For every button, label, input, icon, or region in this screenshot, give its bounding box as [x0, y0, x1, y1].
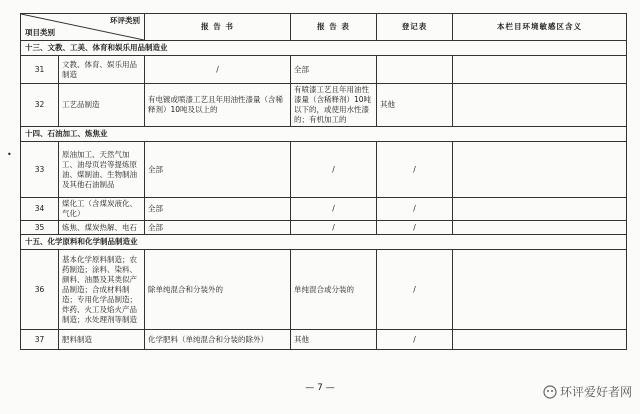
row-sensitive-area [453, 142, 627, 198]
row-number: 35 [21, 221, 59, 235]
table-row [21, 142, 627, 198]
row-report-form: 全部 [291, 56, 377, 84]
row-report-form: / [291, 142, 377, 198]
section-row [21, 127, 627, 142]
row-sensitive-area [453, 84, 627, 127]
row-sensitive-area [453, 56, 627, 84]
row-report-form: / [291, 221, 377, 235]
header-registration: 登记表 [377, 14, 453, 41]
row-number: 33 [21, 142, 59, 198]
row-category: 煤化工（含煤炭液化、气化） [59, 198, 145, 221]
row-number: 34 [21, 198, 59, 221]
row-number: 37 [21, 330, 59, 350]
row-report-book: 除单纯混合和分装外的 [145, 250, 291, 330]
section-title: 十四、石油加工、炼焦业 [21, 127, 627, 142]
row-sensitive-area [453, 221, 627, 235]
row-registration [377, 56, 453, 84]
row-report-book: 化学肥料（单纯混合和分装的除外） [145, 330, 291, 350]
header-report-book: 报 告 书 [145, 14, 291, 41]
header-category-bottom: 项目类别 [25, 28, 55, 37]
row-category: 原油加工、天然气加工、油母页岩等提炼原油、煤制油、生物制油及其他石油制品 [59, 142, 145, 198]
page-number: — 7 — [305, 383, 335, 393]
row-report-form: 单纯混合或分装的 [291, 250, 377, 330]
header-report-form: 报 告 表 [291, 14, 377, 41]
table-row [21, 84, 627, 127]
row-sensitive-area [453, 198, 627, 221]
classification-table [20, 13, 627, 350]
row-category: 基本化学原料制造；农药制造；涂料、染料、颜料、油墨及其类似产品制造；合成材料制造；专用化学品制造；炸药、火工及焰火产品制造；水处理剂等制造 [59, 250, 145, 330]
table-row [21, 330, 627, 350]
table-row [21, 221, 627, 235]
table-body [21, 41, 627, 350]
section-title: 十五、化学原料和化学制品制造业 [21, 235, 627, 250]
row-registration: / [377, 142, 453, 198]
table-row [21, 250, 627, 330]
watermark [543, 383, 632, 400]
diagonal-header-cell [21, 14, 145, 41]
row-category: 炼焦、煤炭热解、电石 [59, 221, 145, 235]
row-sensitive-area [453, 330, 627, 350]
wechat-logo-icon [543, 385, 557, 399]
row-number: 31 [21, 56, 59, 84]
row-registration: 其他 [377, 84, 453, 127]
row-number: 36 [21, 250, 59, 330]
row-report-form: / [291, 198, 377, 221]
section-title: 十三、文教、工美、体育和娱乐用品制造业 [21, 41, 627, 56]
row-sensitive-area [453, 250, 627, 330]
row-report-book: 有电镀或喷漆工艺且年用油性漆量（含稀释剂）10吨及以上的 [145, 84, 291, 127]
table-row [21, 56, 627, 84]
row-category: 文教、体育、娱乐用品制造 [59, 56, 145, 84]
row-category: 工艺品制造 [59, 84, 145, 127]
margin-mark: • [7, 150, 12, 159]
row-report-book: 全部 [145, 221, 291, 235]
table-header-row [21, 14, 627, 41]
row-report-form: 其他 [291, 330, 377, 350]
regulation-table-sheet [20, 13, 626, 350]
row-registration: / [377, 330, 453, 350]
row-registration: / [377, 198, 453, 221]
watermark-text: 环评爱好者网 [559, 385, 632, 399]
row-registration: / [377, 221, 453, 235]
row-registration: / [377, 250, 453, 330]
row-number: 32 [21, 84, 59, 127]
section-row [21, 235, 627, 250]
section-row [21, 41, 627, 56]
row-report-book: / [145, 56, 291, 84]
header-category-top: 环评类别 [110, 16, 140, 25]
table-row [21, 198, 627, 221]
row-report-book: 全部 [145, 142, 291, 198]
row-category: 肥料制造 [59, 330, 145, 350]
header-sensitive-area: 本栏目环境敏感区含义 [453, 14, 627, 41]
row-report-book: 全部 [145, 198, 291, 221]
row-report-form: 有喷漆工艺且年用油性漆量（含稀释剂）10吨以下的，或使用水性漆的；有机加工的 [291, 84, 377, 127]
